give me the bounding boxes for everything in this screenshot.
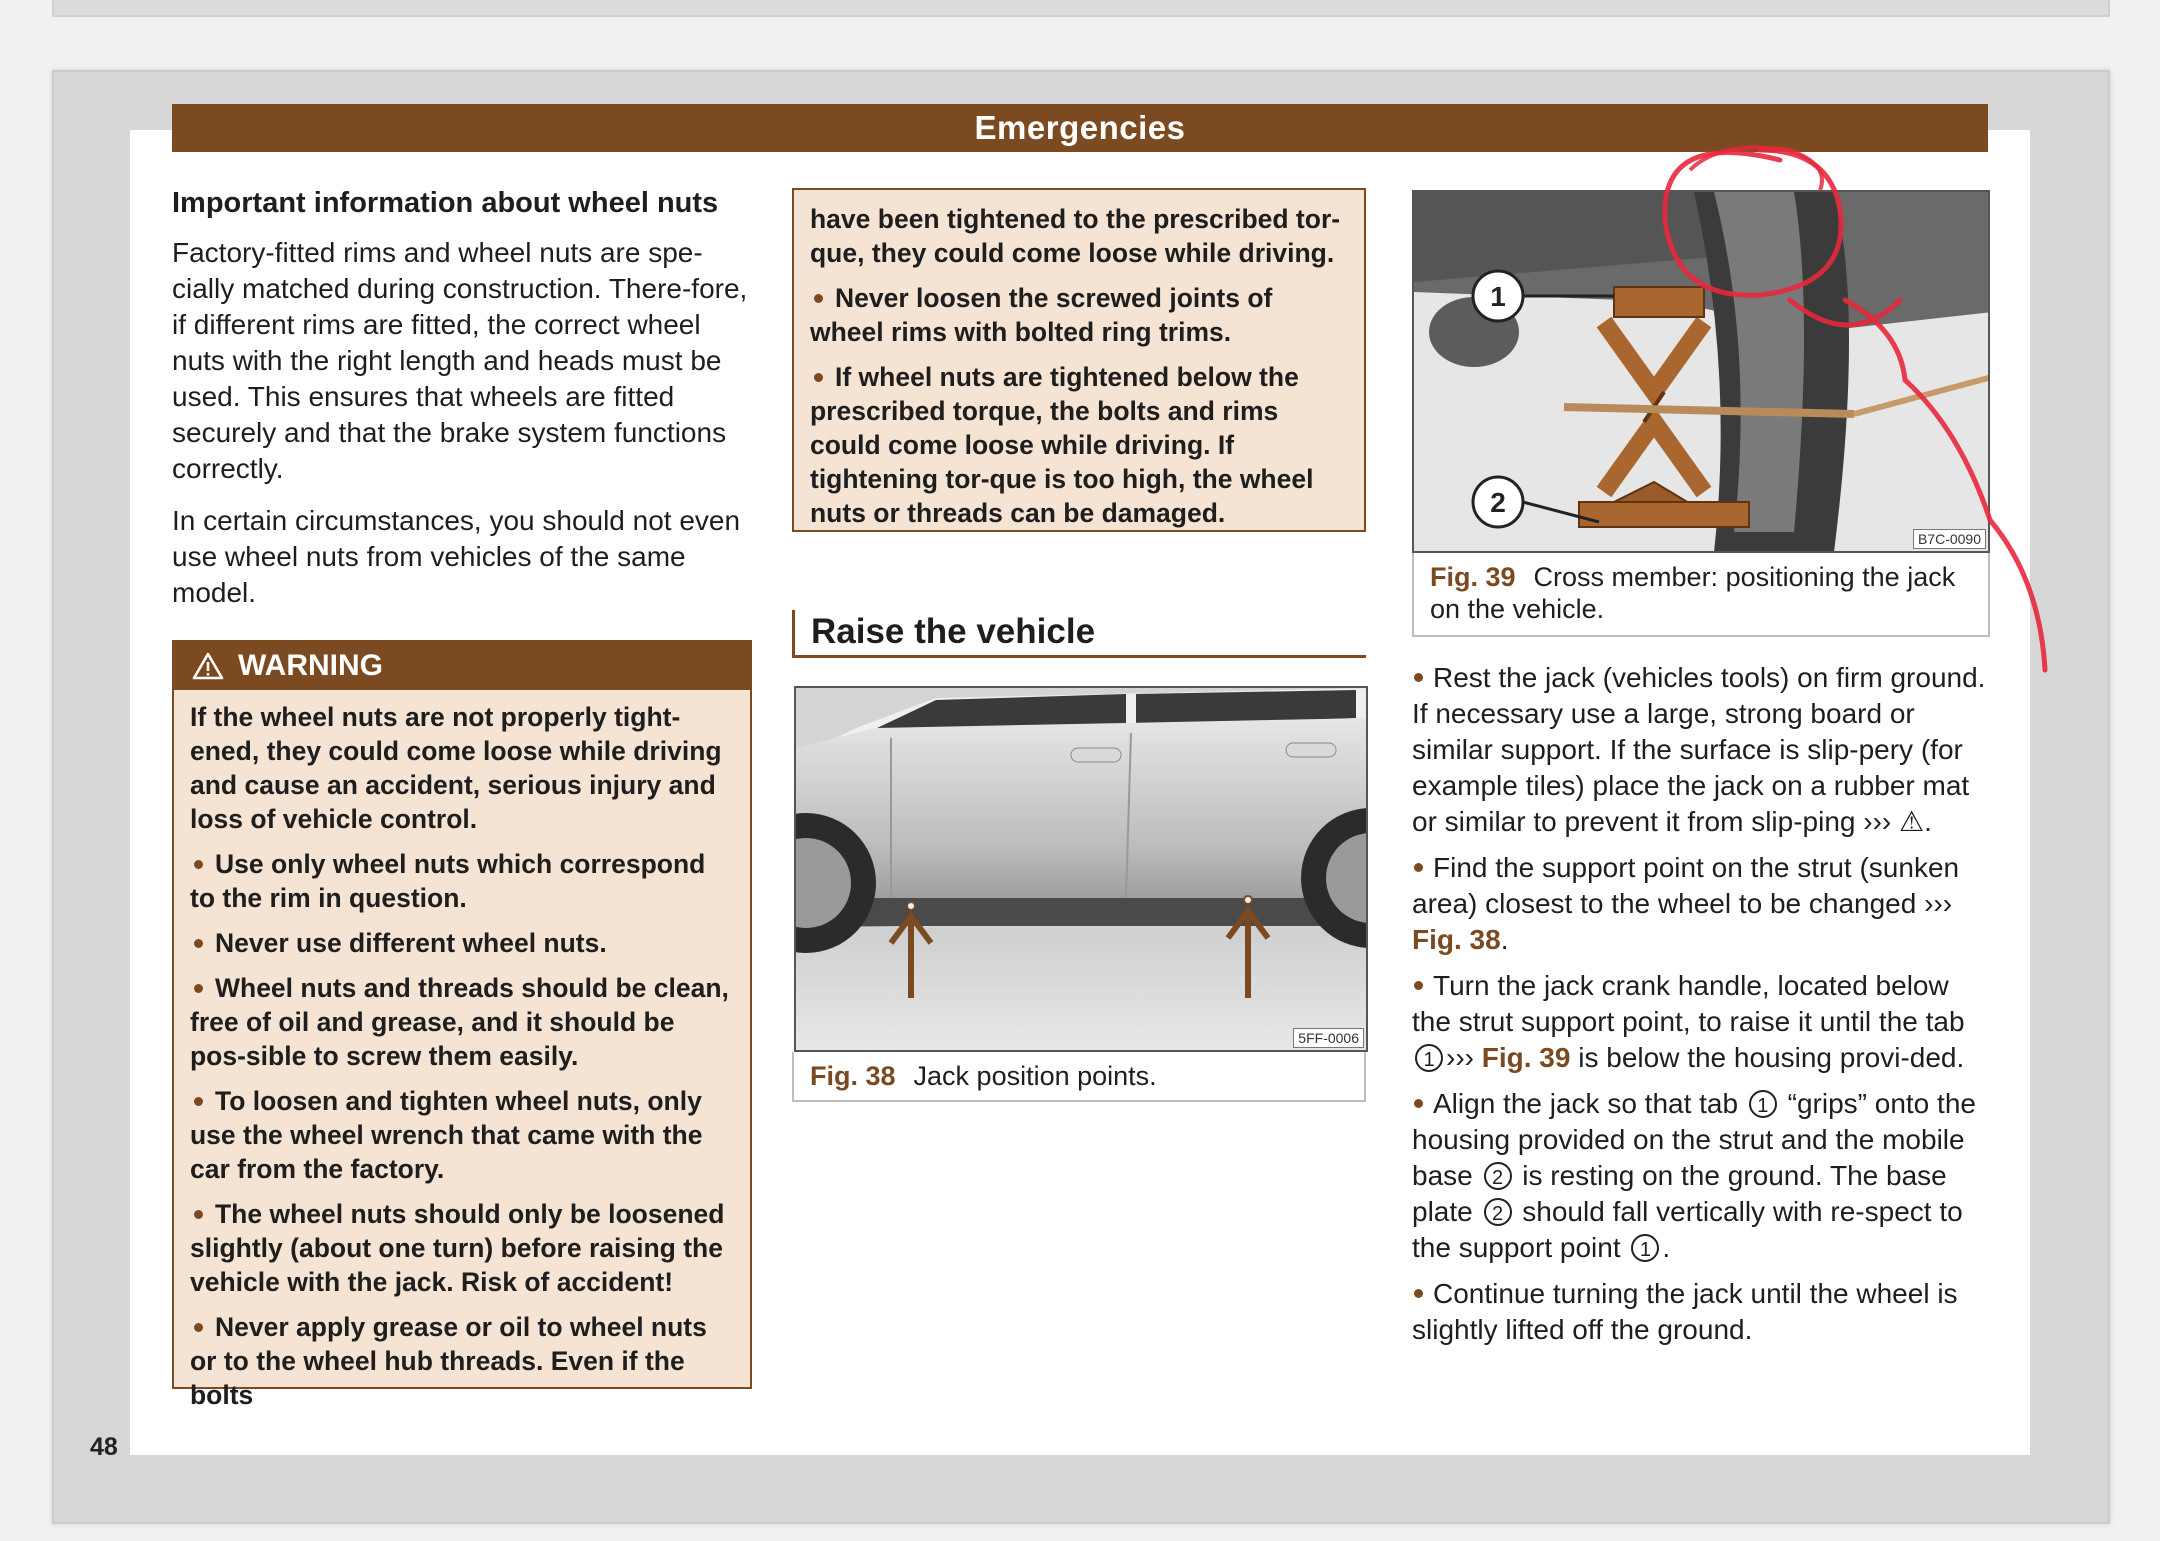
callout-circle: 1 [1631,1234,1659,1262]
bullet-dot [194,1210,203,1219]
jack-illustration [1414,192,1990,553]
callout-circle: 2 [1484,1162,1512,1190]
step-4: Align the jack so that tab 1 “grips” onto the housing provided on the strut and the mobile base 2 is resting on the ground. The base plate 2 should fall vertically with re-spect to the support point 1 . [1412,1088,1976,1263]
raise-vehicle-heading: Raise the vehicle [792,610,1366,658]
warning-item: To loosen and tighten wheel nuts, only use the wheel wrench that came with the car from the factory. [190,1086,703,1184]
wheel-nuts-paragraph-1: Factory-fitted rims and wheel nuts are spe-cially matched during construction. There-fore, if different rims are fitted, the correct wheel nuts with the right length and heads must be used. This ensures that wheels are fitted securely and that the brake system functions correctly. [172,237,748,484]
fig39-image [1412,190,1990,553]
step-1: Rest the jack (vehicles tools) on firm ground. If necessary use a large, strong board or similar support. If the surface is slip-pery (for example tiles) place the jack on a rubber mat or similar to prevent it from slip-ping ››› ⚠. [1412,662,1986,837]
instruction-steps [1412,660,1992,1358]
callout-circle: 1 [1749,1090,1777,1118]
fig38-label: Fig. 38 [810,1061,896,1091]
warning-triangle-icon [192,652,224,680]
bullet-dot [814,294,823,303]
bullet-dot [194,1323,203,1332]
car-side-illustration [796,688,1368,1052]
fig38-caption-text: Jack position points. [913,1061,1157,1091]
fig38-caption [792,1052,1366,1102]
column-1 [172,185,750,627]
fig38-image-code: 5FF-0006 [1293,1028,1364,1048]
warning-box [172,640,752,1410]
warning-continued-intro: have been tightened to the prescribed tor-que, they could come loose while driving. [810,204,1341,268]
bullet-dot [194,860,203,869]
step-5: Continue turning the jack until the wheel is slightly lifted off the ground. [1412,1278,1958,1345]
fig38-link[interactable]: Fig. 38 [1412,924,1501,955]
warning-intro: If the wheel nuts are not properly tight-ened, they could come loose while driving and cause an accident, serious injury and loss of vehicle control. [190,702,722,834]
warning-item: Use only wheel nuts which correspond to the rim in question. [190,849,706,913]
fig38-image [794,686,1368,1052]
bullet-dot [194,984,203,993]
fig39-image-code: B7C-0090 [1913,529,1986,549]
warning-body [174,690,750,1412]
fig39-link[interactable]: Fig. 39 [1481,1042,1571,1073]
step-2: Find the support point on the strut (sunken area) closest to the wheel to be changed ››› Fig. 38. [1412,852,1960,955]
bullet-dot [194,1097,203,1106]
warning-item: Never use different wheel nuts. [190,926,734,960]
callout-circle: 1 [1415,1044,1443,1072]
bullet-dot [814,373,823,382]
warning-header [174,642,750,690]
previous-page-edge [52,0,2110,17]
bullet-dot [1414,1099,1423,1108]
warning-ref: ››› ⚠. [1863,806,1932,837]
warning-item: Wheel nuts and threads should be clean, free of oil and grease, and it should be pos-sible to screw them easily. [190,973,729,1071]
fig39-label: Fig. 39 [1430,562,1516,592]
warning-item: Never loosen the screwed joints of wheel rims with bolted ring trims. [810,283,1273,347]
warning-item: The wheel nuts should only be loosened slightly (about one turn) before raising the vehicle with the jack. Risk of accident! [190,1199,725,1297]
fig39-caption-text: Cross member: positioning the jack on the vehicle. [1430,562,1956,624]
bullet-dot [1414,1289,1423,1298]
warning-continued-box [792,188,1366,532]
fig39-callout-2: 2 [1490,487,1506,518]
bullet-dot [1414,863,1423,872]
bullet-dot [1414,981,1423,990]
step-3: Turn the jack crank handle, located below the strut support point, to raise it until the tab 1 ››› Fig. 39 is below the housing provi-ded. [1412,970,1965,1073]
warning-item: Never apply grease or oil to wheel nuts or to the wheel hub threads. Even if the bolts [190,1312,707,1410]
wheel-nuts-heading: Important information about wheel nuts [172,187,719,219]
wheel-nuts-paragraph-2: In certain circumstances, you should not even use wheel nuts from vehicles of the same model. [172,505,741,608]
page-number: 48 [90,1433,118,1461]
warning-title: WARNING [238,649,383,682]
fig39-caption [1412,553,1990,637]
bullet-dot [1414,673,1423,682]
callout-circle: 2 [1484,1198,1512,1226]
page-header: Emergencies [172,104,1988,152]
warning-item: If wheel nuts are tightened below the prescribed torque, the bolts and rims could come loose while driving. If tightening tor-que is too high, the wheel nuts or threads can be damaged. [810,362,1314,528]
fig39-callout-1: 1 [1490,281,1506,312]
bullet-dot [194,939,203,948]
